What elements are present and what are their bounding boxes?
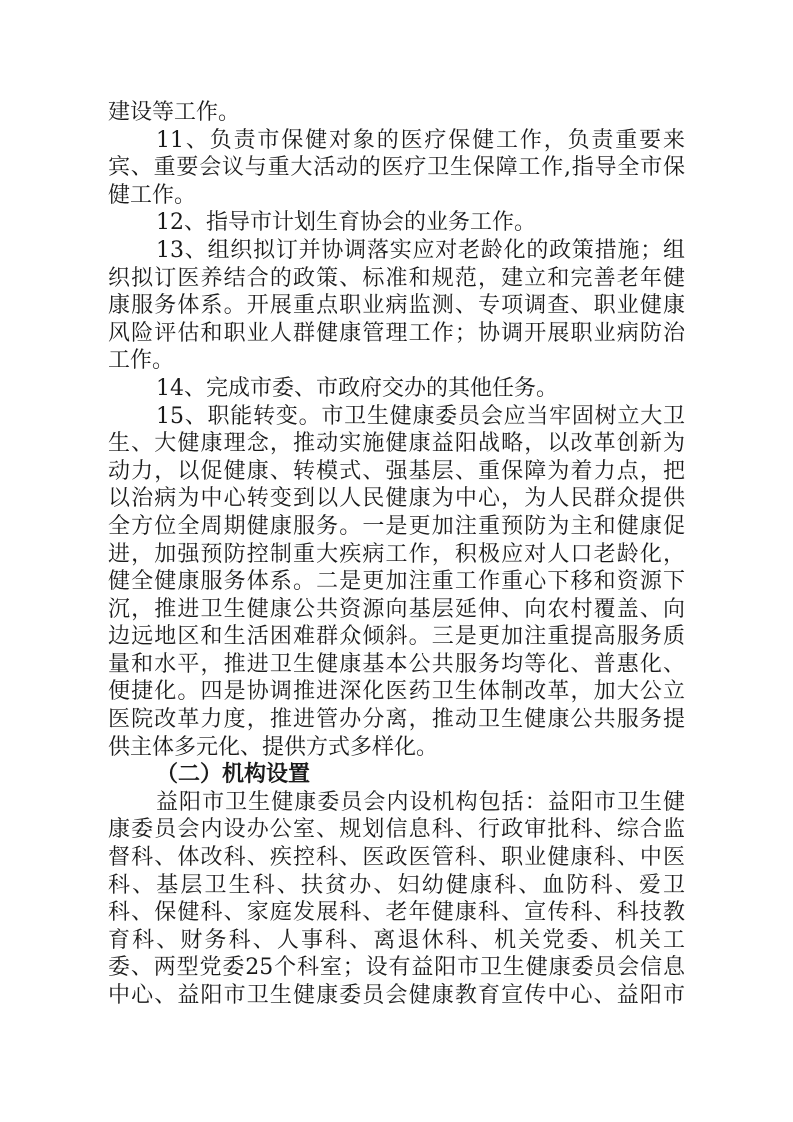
- text-line: 工作。: [108, 348, 175, 374]
- section-heading: [108, 761, 685, 789]
- text-line: 15、职能转变。市卫生健康委员会应当牢固树立大卫: [156, 403, 685, 429]
- paragraph: [108, 237, 685, 375]
- paragraph: [108, 209, 685, 237]
- text-line: 进，加强预防控制重大疾病工作，积极应对人口老龄化，: [108, 541, 685, 567]
- text-line: 康服务体系。开展重点职业病监测、专项调查、职业健康: [108, 293, 685, 319]
- text-line: 科、保健科、家庭发展科、老年健康科、宣传科、科技教: [108, 900, 685, 926]
- text-line: （二）机构设置: [156, 761, 311, 788]
- text-line: 委、两型党委25个科室；设有益阳市卫生健康委员会信息: [108, 955, 685, 981]
- paragraph: [108, 99, 685, 127]
- text-line: 宾、重要会议与重大活动的医疗卫生保障工作,指导全市保: [108, 155, 685, 181]
- paragraph: [108, 375, 685, 403]
- document-body: [108, 99, 685, 1010]
- text-line: 14、完成市委、市政府交办的其他任务。: [156, 375, 558, 401]
- text-line: 便捷化。四是协调推进深化医药卫生体制改革，加大公立: [108, 679, 685, 705]
- text-line: 织拟订医养结合的政策、标准和规范，建立和完善老年健: [108, 265, 685, 291]
- paragraph: [108, 403, 685, 762]
- text-line: 以治病为中心转变到以人民健康为中心，为人民群众提供: [108, 486, 685, 512]
- text-line: 益阳市卫生健康委员会内设机构包括：益阳市卫生健: [156, 789, 685, 815]
- text-line: 健全健康服务体系。二是更加注重工作重心下移和资源下: [108, 569, 685, 595]
- text-line: 康委员会内设办公室、规划信息科、行政审批科、综合监: [108, 817, 685, 843]
- text-line: 督科、体改科、疾控科、医政医管科、职业健康科、中医: [108, 845, 685, 871]
- text-line: 11、负责市保健对象的医疗保健工作，负责重要来: [156, 127, 685, 153]
- text-line: 风险评估和职业人群健康管理工作；协调开展职业病防治: [108, 320, 685, 346]
- text-line: 全方位全周期健康服务。一是更加注重预防为主和健康促: [108, 513, 685, 539]
- text-line: 生、大健康理念，推动实施健康益阳战略，以改革创新为: [108, 431, 685, 457]
- text-line: 中心、益阳市卫生健康委员会健康教育宣传中心、益阳市: [108, 983, 685, 1008]
- text-line: 沉，推进卫生健康公共资源向基层延伸、向农村覆盖、向: [108, 596, 685, 622]
- paragraph: [108, 127, 685, 210]
- text-line: 健工作。: [108, 182, 197, 208]
- text-line: 12、指导市计划生育协会的业务工作。: [156, 210, 536, 236]
- text-line: 育科、财务科、人事科、离退休科、机关党委、机关工: [108, 927, 685, 953]
- text-line: 科、基层卫生科、扶贫办、妇幼健康科、血防科、爱卫: [108, 872, 685, 898]
- text-line: 13、组织拟订并协调落实应对老龄化的政策措施；组: [156, 237, 685, 263]
- text-line: 建设等工作。: [108, 100, 241, 125]
- text-line: 动力，以促健康、转模式、强基层、重保障为着力点，把: [108, 458, 685, 484]
- text-line: 边远地区和生活困难群众倾斜。三是更加注重提高服务质: [108, 624, 685, 650]
- text-line: 供主体多元化、提供方式多样化。: [108, 734, 439, 760]
- paragraph: [108, 789, 685, 1010]
- text-line: 医院改革力度，推进管办分离，推动卫生健康公共服务提: [108, 707, 685, 733]
- text-line: 量和水平，推进卫生健康基本公共服务均等化、普惠化、: [108, 651, 685, 677]
